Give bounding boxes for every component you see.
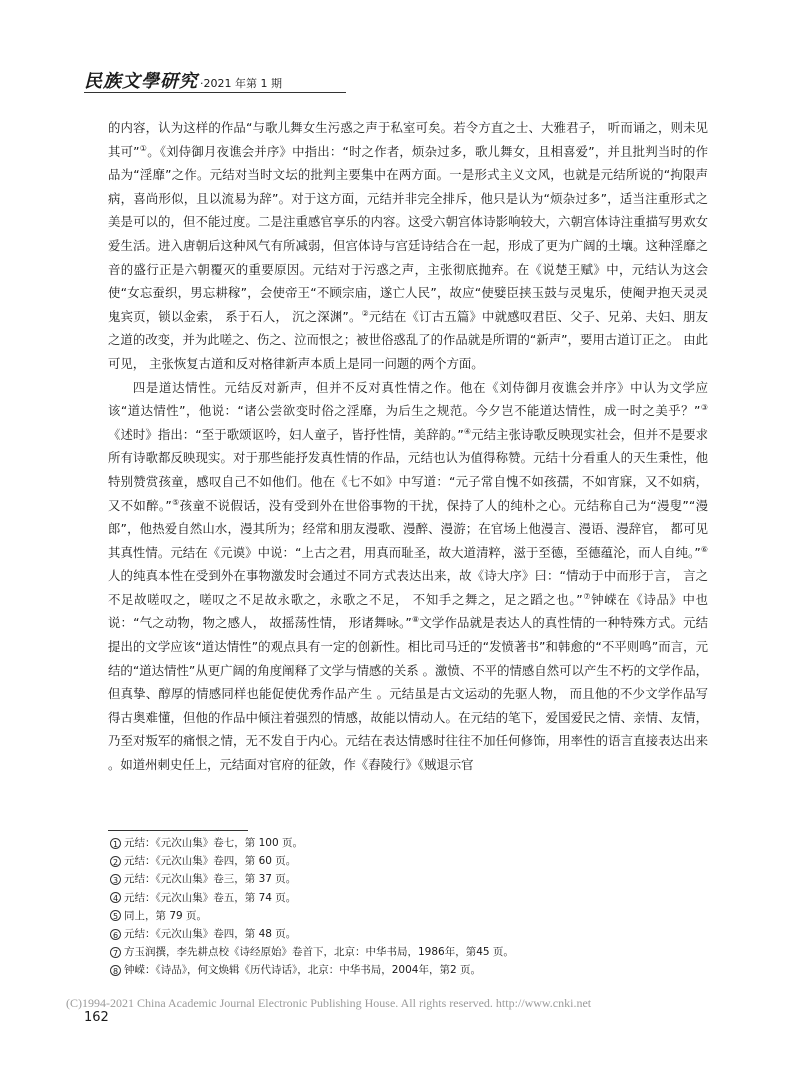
text-run: 元结主张诗歌反映现实社会，但并不是要求所有诗歌都反映现实。对于那些能抒发真性情的作品，元结也认为值得称赞。元结十分看重人的天生秉性，他特别赞赏孩童，感叹自己不如他们。他在《七不如》中写道：“元子常自愧不如孩孺，不如宵寐，又不如病， 又不如醉。”: [108, 426, 708, 513]
copyright-notice: (C)1994-2021 China Academic Journal Electronic Publishing House. All rights reserved. http://www.cnki.net: [66, 996, 592, 1010]
footnote-number: 3: [110, 874, 121, 885]
footnote-item: [110, 852, 710, 870]
footnote-text: 元结：《元次山集》卷三，第 37 页。: [124, 873, 297, 886]
footnote-text: 同上，第 79 页。: [124, 909, 208, 922]
footnote-item: [110, 907, 710, 925]
text-run: 钟嵘在《诗品》中也说：“气之动物，物之感人， 故摇荡性情， 形诸舞咏。”: [108, 591, 708, 631]
footnote-text: 元结：《元次山集》卷七，第 100 页。: [124, 837, 303, 849]
issue-label: ·2021 年第 1 期: [200, 77, 282, 90]
footnote-number: 4: [110, 892, 121, 903]
footnote-text: 钟嵘：《诗品》，何文焕辑《历代诗话》，北京：中华书局，2004年，第2 页。: [124, 964, 481, 977]
footnote-ref[interactable]: ①: [139, 143, 148, 153]
footnote-text: 元结：《元次山集》卷四，第 60 页。: [124, 855, 297, 868]
text-run: 的内容，认为这样的作品“与歌儿舞女生污惑之声于私室可矣。若令方直之士、大雅君子， 听而诵之，则未见其可”: [108, 120, 708, 159]
footnote-ref[interactable]: ⑦: [582, 591, 592, 601]
text-run: 。《刘侍御月夜谯会并序》中指出：“时之作者，烦杂过多，歌儿舞女，且相喜爱”，并且批判当时的作品为“淫靡”之作。元结对当时文坛的批判主要集中在两方面。一是形式主义文风，也就是元结所说的“拘限声病，喜尚形似，且以流易为辞”。对于这方面，元结并非完全排斥，他只是认为“烦杂过多”，适当注重形式之美是可以的，但不能过度。二是注重感官享乐的内容。这受六朝宫体诗影响较大，六朝宫体诗注重描写男欢女爱生活。进入唐朝后这种风气有所减弱，但宫体诗与宫廷诗结合在一起，形成了更为广阔的土壤。这种淫靡之音的盛行正是六朝覆灭的重要原因。元结对于污惑之声，主张彻底抛弃。在《说楚王赋》中，元结认为这会使“女忘蚕织，男忘耕稼”，会使帝王“不顾宗庙，遂亡人民”，故应“使嬖臣挟玉鼓与灵鬼乐，使阉尹抱天灵灵鬼宾页，锁以金索， 系于石人， 沉之深渊”。: [108, 143, 709, 324]
footnote-item: [110, 870, 710, 888]
footnote-number: 8: [110, 965, 121, 976]
footnote-text: 元结：《元次山集》卷四，第 48 页。: [124, 928, 297, 941]
footnote-number: 1: [110, 838, 121, 849]
footnote-ref[interactable]: ④: [463, 426, 472, 436]
footnote-number: 6: [110, 929, 121, 940]
footnote-ref[interactable]: ③: [700, 403, 708, 412]
footnote-divider: [108, 830, 248, 831]
footnote-ref[interactable]: ⑤: [171, 497, 180, 507]
paragraph-2: [108, 376, 708, 777]
page-number: 162: [84, 1010, 109, 1025]
footnote-number: 7: [110, 947, 121, 958]
footnote-item: [110, 943, 710, 961]
footnote-item: [110, 925, 710, 943]
text-run: 四是道达情性。元结反对新声，但并不反对真性情之作。他在《刘侍御月夜谯会并序》中认为文学应该“道达情性”，他说：“诸公尝欲变时俗之淫靡，为后生之规范。今夕岂不能道达情性，成一时之美乎？”: [108, 379, 708, 419]
footnote-number: 2: [110, 856, 121, 867]
text-run: 孩童不说假话，没有受到外在世俗事物的干扰，保持了人的纯朴之心。元结称自己为“漫叟”“漫郎”，他热爱自然山水，漫其所为；经常和朋友漫歌、漫醉、漫游；在官场上他漫言、漫语、漫辞官， 都可见其真性情。元结在《元谟》中说：“上古之君，用真而耻圣，故大道清粹，滋于至德，至德蕴沦，而人自纯。”: [108, 497, 708, 560]
running-header: [84, 70, 346, 93]
footnote-text: 方玉润撰，李先耕点校《诗经原始》卷首下，北京：中华书局，1986年，第45 页。: [124, 946, 514, 959]
footnotes: [110, 834, 710, 980]
footnote-item: [110, 889, 710, 907]
footnote-ref[interactable]: ⑧: [411, 615, 420, 625]
footnote-ref[interactable]: ⑥: [700, 544, 708, 554]
footnote-item: [110, 961, 710, 979]
article-body: [108, 116, 708, 777]
footnote-ref[interactable]: ②: [361, 308, 369, 318]
footnote-text: 元结：《元次山集》卷五，第 74 页。: [124, 891, 297, 904]
journal-name: 民族文學研究: [84, 71, 198, 92]
paragraph-1: [108, 116, 708, 376]
footnote-item: [110, 834, 710, 852]
footnote-number: 5: [110, 910, 121, 921]
text-run: 文学作品就是表达人的真性情的一种特殊方式。元结提出的文学应该“道达情性”的观点具有一定的创新性。相比司马迁的“发愤著书”和韩愈的“不平则鸣”而言，元结的“道达情性”从更广阔的角度阐释了文学与情感的关系 。激愤、不平的情感自然可以产生不朽的文学作品，但真挚、醇厚的情感同样也能促使优秀作品产生 。元结虽是古文运动的先驱人物， 而且他的不少文学作品写得古奥难懂，但他的作品中倾注着强烈的情感，故能以情动人。在元结的笔下，爱国爱民之情、亲情、友情，乃至对叛军的痛恨之情，无不发自于内心。元结在表达情感时往往不加任何修饰，用率性的语言直接表达出来 。如道州刺史任上，元结面对官府的征敛，作《舂陵行》《贼退示官: [108, 615, 709, 773]
text-run: 《述时》指出：“至于歌颂讴吟，妇人童子，皆抒性情，美辞韵。”: [108, 426, 464, 442]
text-run: 元结在《订古五篇》中就感叹君臣、父子、兄弟、夫妇、朋友之道的改变，并为此嗟之、伤之、泣而恨之；被世俗惑乱了的作品就是所谓的“新声”，要用古道订正之。 由此可见， 主张恢复古道和反对格律新声本质上是同一问题的两个方面。: [108, 308, 709, 371]
text-run: 人的纯真本性在受到外在事物激发时会通过不同方式表达出来，故《诗大序》曰：“情动于中而形于言， 言之不足故嗟叹之，嗟叹之不足故永歌之，永歌之不足， 不知手之舞之，足之蹈之也。”: [108, 568, 708, 607]
